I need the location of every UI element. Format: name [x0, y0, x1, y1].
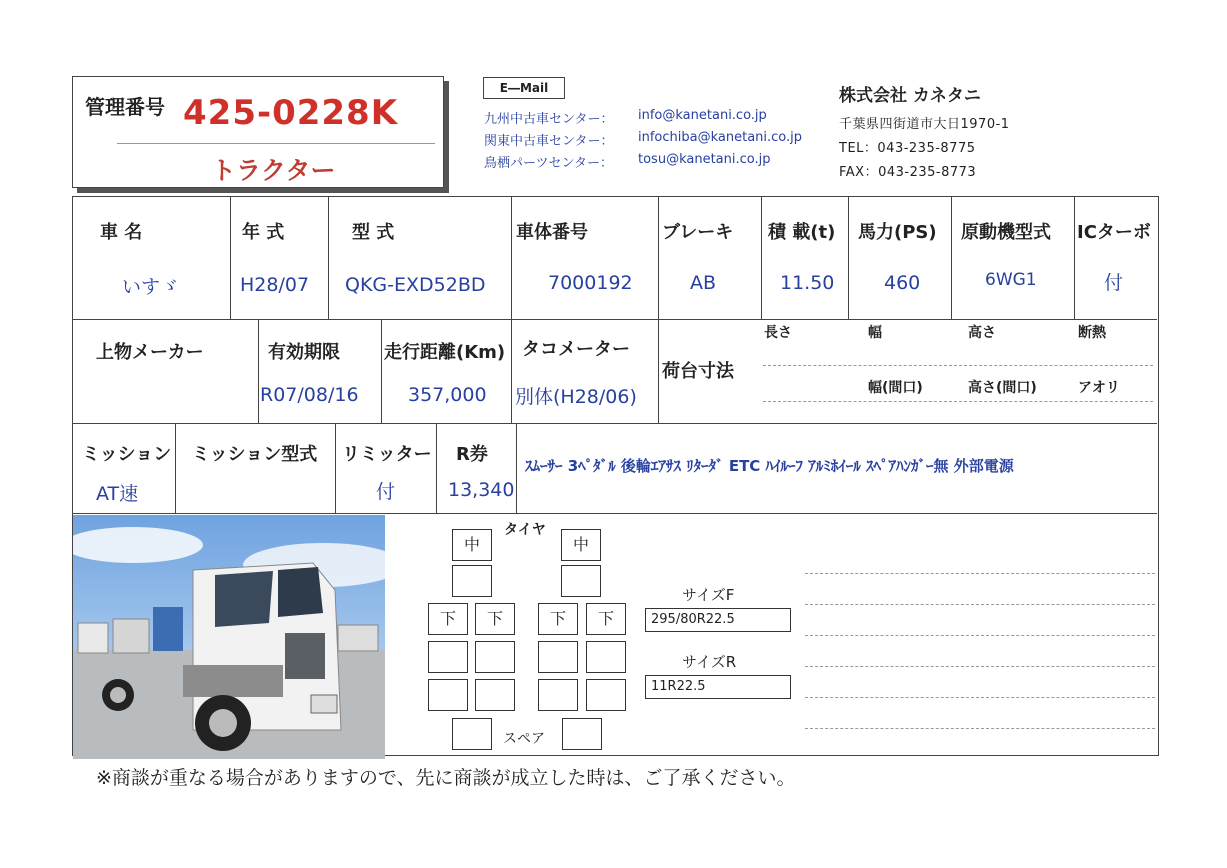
col-divider [511, 319, 512, 423]
tire-box [538, 679, 578, 711]
note-line [805, 573, 1155, 574]
email-link[interactable]: tosu@kanetani.co.jp [638, 152, 771, 167]
col-divider [658, 319, 659, 423]
tire-box [428, 641, 468, 673]
tire-box-mid: 中 [561, 529, 601, 561]
value-vehicle-name: いすゞ [122, 276, 180, 298]
col-divider [511, 197, 512, 319]
email-link[interactable]: info@kanetani.co.jp [638, 108, 767, 123]
center-email-row [484, 108, 767, 127]
label-mission-model: ミッション型式 [192, 444, 318, 465]
spare-tire-box [452, 718, 492, 750]
value-vin: 7000192 [548, 272, 633, 294]
note-line [805, 728, 1155, 729]
tire-box [475, 679, 515, 711]
note-line [805, 604, 1155, 605]
label-tachometer: タコメーター [522, 339, 630, 360]
label-vin: 車体番号 [516, 222, 588, 243]
tire-box-low: 下 [538, 603, 578, 635]
tire-box [428, 679, 468, 711]
col-divider [175, 423, 176, 513]
label-ic-turbo: ICターボ [1077, 222, 1151, 243]
company-tel: TEL：043-235-8775 [839, 141, 976, 156]
bed-length-label: 長さ [764, 325, 792, 341]
value-limiter: 付 [376, 481, 396, 503]
col-divider [516, 423, 517, 513]
bed-insulation-label: 断熱 [1078, 325, 1106, 341]
options-list: ｽﾑｰｻｰ 3ﾍﾟﾀﾞﾙ 後輪ｴｱｻｽ ﾘﾀｰﾀﾞ ETC ﾊｲﾙｰﾌ ｱﾙﾐﾎｲｰﾙ ｽﾍﾟｱﾊﾝｶﾞｰ無 外部電源 [525, 457, 1014, 475]
label-mission: ミッション [82, 444, 172, 465]
value-year: H28/07 [240, 274, 310, 296]
bed-height-inner-label: 高さ(間口) [968, 380, 1037, 396]
label-horsepower: 馬力(PS) [858, 222, 937, 243]
label-mileage: 走行距離(Km) [384, 342, 506, 363]
bed-width-inner-label: 幅(間口) [868, 380, 923, 396]
value-load: 11.50 [780, 272, 835, 294]
center-email-row [484, 130, 803, 149]
value-tachometer: 別体(H28/06) [515, 386, 637, 408]
row-divider [73, 513, 1157, 514]
value-engine-model: 6WG1 [985, 270, 1037, 290]
tire-box [561, 565, 601, 597]
tire-box-mid: 中 [452, 529, 492, 561]
value-model: QKG-EXD52BD [345, 274, 486, 296]
label-model: 型 式 [352, 222, 395, 243]
col-divider [335, 423, 336, 513]
label-vehicle-name: 車 名 [100, 222, 143, 243]
center-email-row [484, 152, 771, 171]
spare-label: スペア [503, 731, 545, 747]
size-r-label: サイズR [682, 653, 737, 671]
col-divider [951, 197, 952, 319]
bed-height-label: 高さ [968, 325, 996, 341]
tire-box-low: 下 [586, 603, 626, 635]
management-number: 425-0228K [183, 93, 399, 133]
company-name: 株式会社 カネタニ [839, 86, 981, 106]
col-divider [328, 197, 329, 319]
spare-tire-box [562, 718, 602, 750]
center-name: 関東中古車センター： [484, 134, 614, 149]
center-name: 九州中古車センター： [484, 112, 614, 127]
tire-box-low: 下 [475, 603, 515, 635]
size-f-label: サイズF [682, 586, 735, 604]
value-mileage: 357,000 [408, 384, 487, 406]
col-divider [848, 197, 849, 319]
value-brake: AB [690, 272, 717, 294]
note-line [805, 666, 1155, 667]
footer-note: ※商談が重なる場合がありますので、先に商談が成立した時は、ご了承ください。 [96, 767, 796, 789]
value-r-ken: 13,340 [448, 479, 515, 501]
col-divider [436, 423, 437, 513]
label-r-ken: R券 [456, 444, 488, 465]
tire-box [586, 641, 626, 673]
label-bed-size: 荷台寸法 [662, 361, 734, 382]
col-divider [258, 319, 259, 423]
col-divider [761, 197, 762, 319]
col-divider [381, 319, 382, 423]
tire-box [475, 641, 515, 673]
note-line [805, 697, 1155, 698]
size-f-value: 295/80R22.5 [645, 608, 791, 632]
label-load: 積 載(t) [768, 222, 836, 243]
row-divider [73, 319, 1157, 320]
value-expiry: R07/08/16 [260, 384, 359, 406]
label-body-maker: 上物メーカー [96, 342, 204, 363]
value-horsepower: 460 [884, 272, 921, 294]
label-expiry: 有効期限 [268, 342, 340, 363]
management-number-label: 管理番号 [85, 95, 165, 119]
label-brake: ブレーキ [662, 222, 734, 243]
company-address: 千葉県四街道市大日1970-1 [839, 117, 1010, 132]
company-fax: FAX：043-235-8773 [839, 165, 977, 180]
center-name: 鳥栖パーツセンター： [484, 156, 613, 171]
bed-aori-label: アオリ [1078, 380, 1120, 396]
col-divider [658, 197, 659, 319]
col-divider [230, 197, 231, 319]
bed-width-label: 幅 [868, 325, 882, 341]
management-number-box [72, 76, 444, 188]
email-link[interactable]: infochiba@kanetani.co.jp [638, 130, 803, 145]
value-ic-turbo: 付 [1104, 272, 1124, 294]
tire-box [586, 679, 626, 711]
tire-label: タイヤ [504, 522, 546, 538]
col-divider [1074, 197, 1075, 319]
row-divider [73, 423, 1157, 424]
label-year: 年 式 [242, 222, 285, 243]
dimension-line [763, 365, 1153, 366]
divider [117, 143, 435, 144]
tire-box [538, 641, 578, 673]
value-mission: AT速 [96, 483, 139, 505]
dimension-line [763, 401, 1153, 402]
size-r-value: 11R22.5 [645, 675, 791, 699]
note-line [805, 635, 1155, 636]
truck-photo [73, 515, 385, 759]
label-engine-model: 原動機型式 [961, 222, 1051, 243]
tire-box [452, 565, 492, 597]
vehicle-type: トラクター [211, 156, 336, 185]
label-limiter: リミッター [342, 444, 432, 465]
tire-box-low: 下 [428, 603, 468, 635]
email-label: E―Mail [483, 77, 565, 99]
